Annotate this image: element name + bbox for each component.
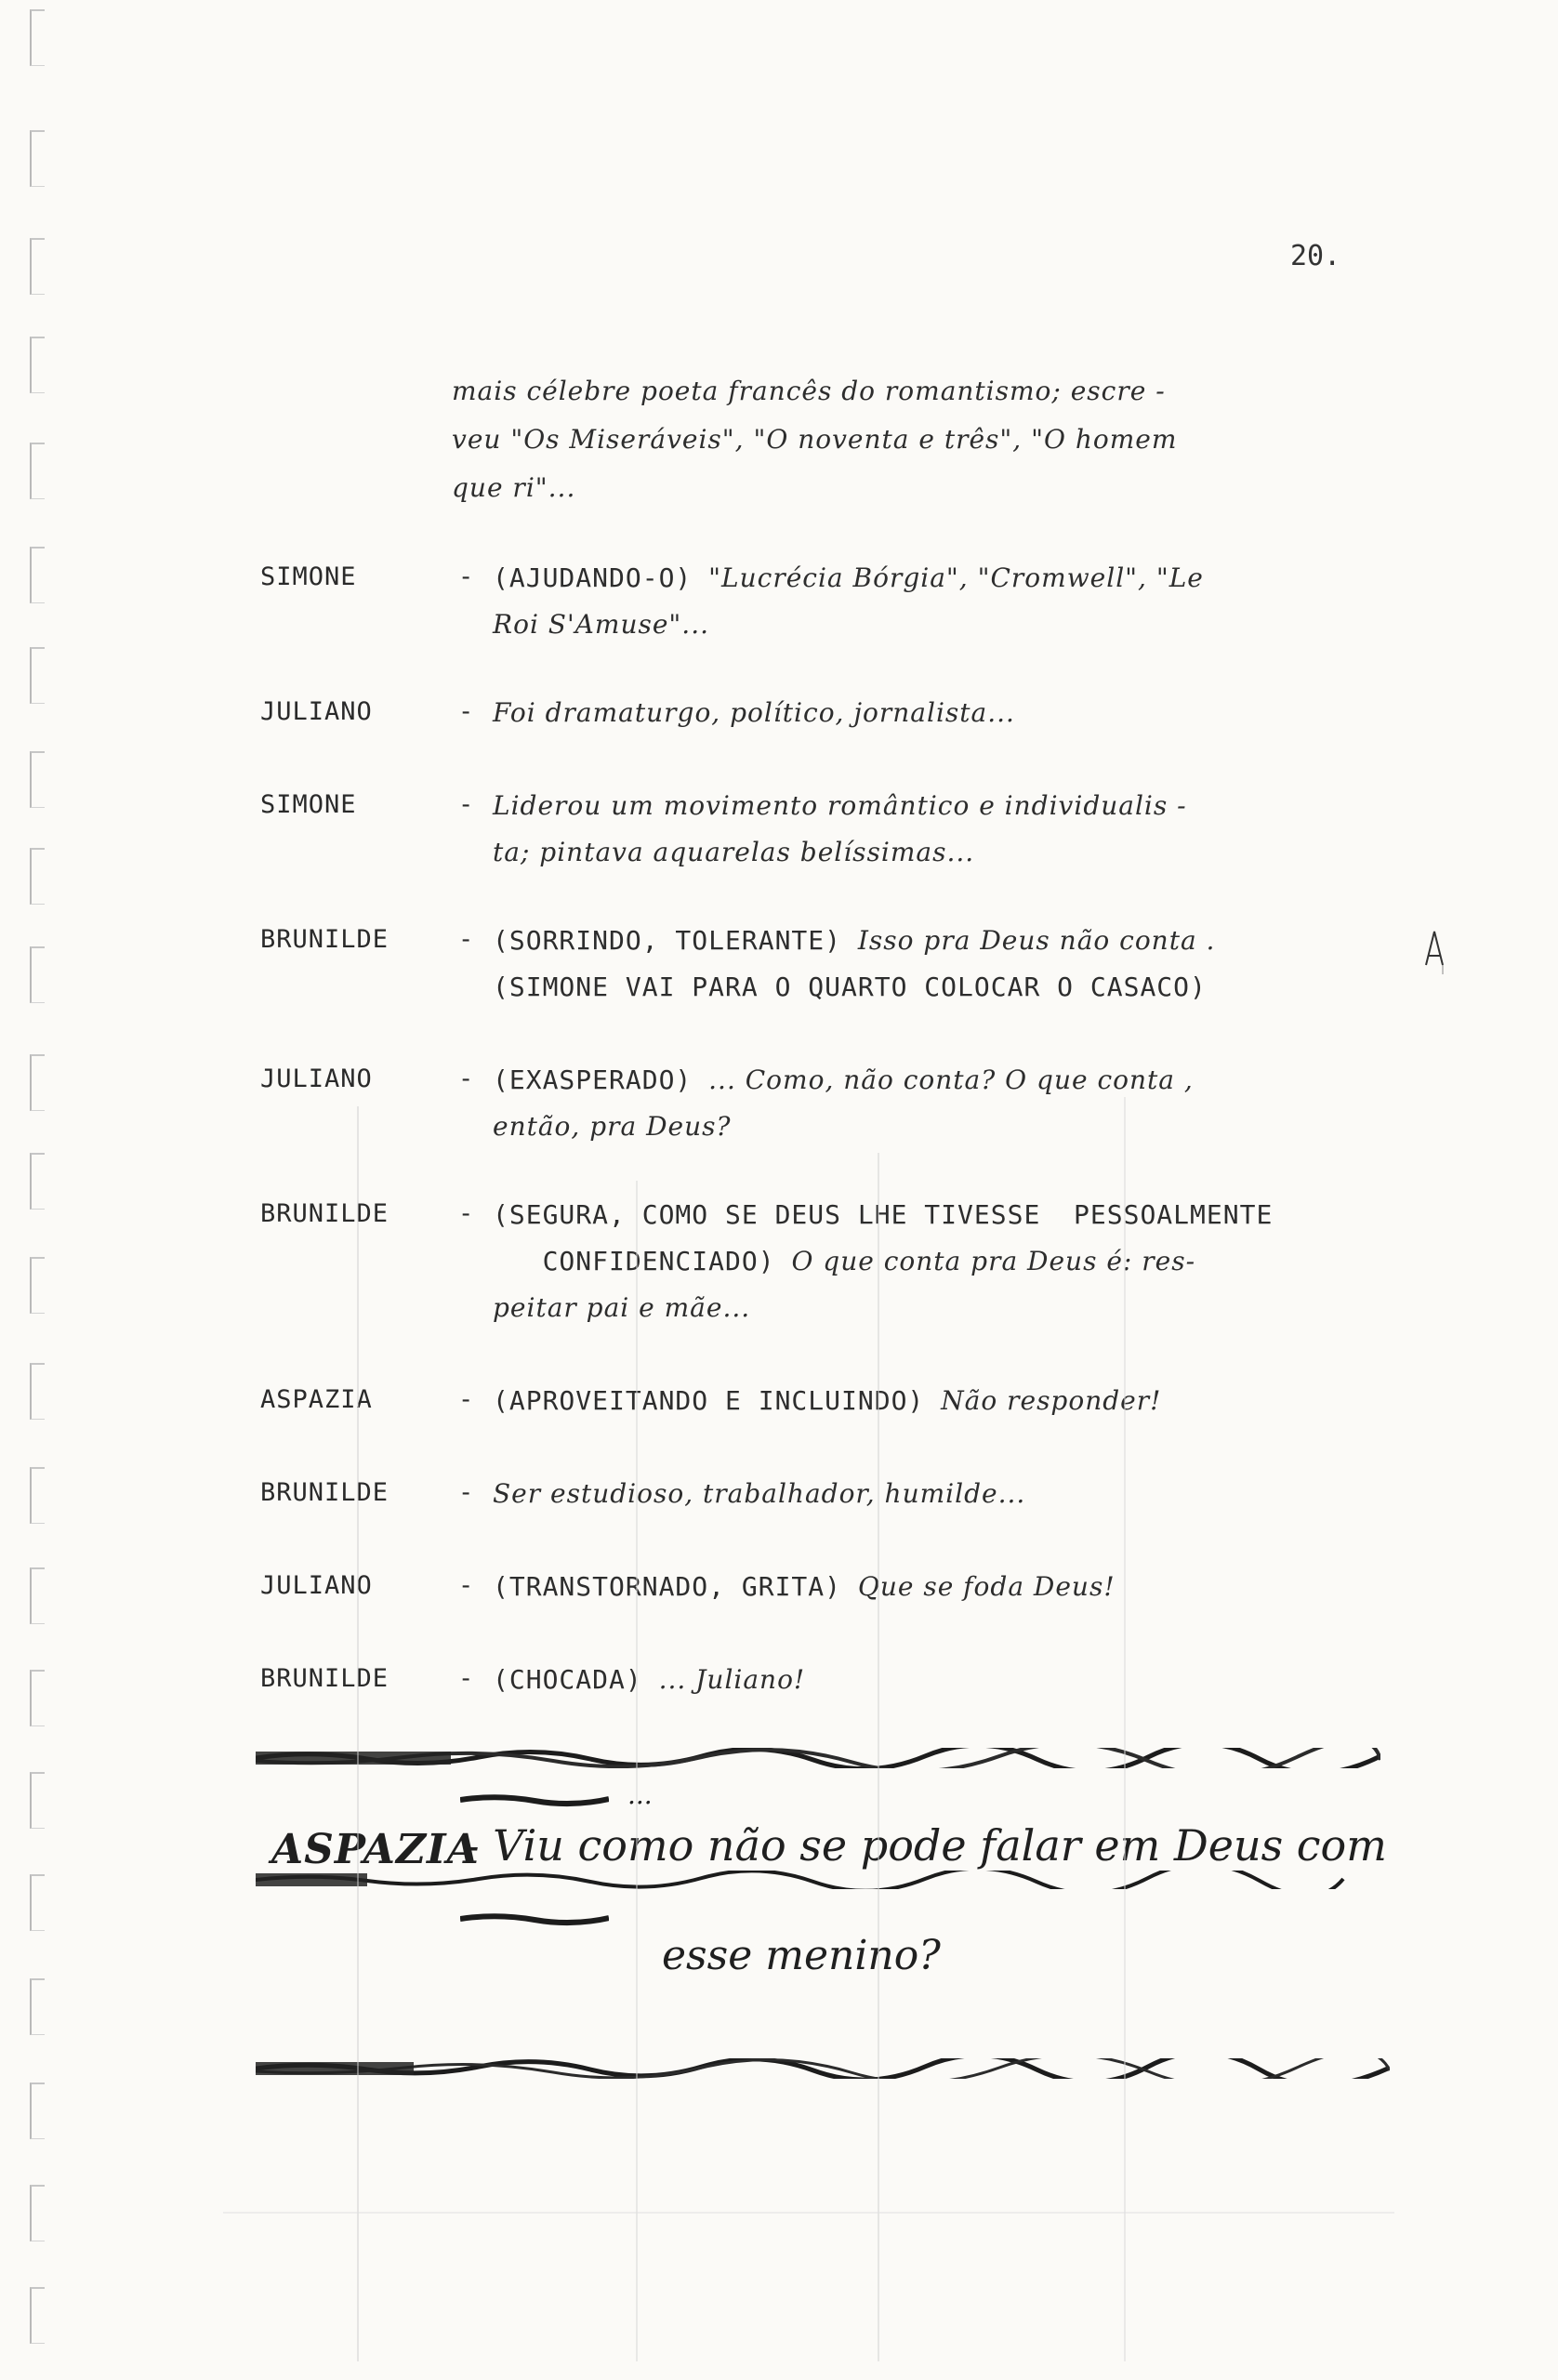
binder-mark: [30, 1772, 45, 1829]
stage-direction: CONFIDENCIADO): [493, 1246, 792, 1276]
dialogue-dash: -: [458, 1385, 474, 1414]
binder-mark: [30, 443, 45, 499]
binder-mark: [30, 1153, 45, 1210]
binder-mark: [30, 2287, 45, 2344]
spoken-text: Foi dramaturgo, político, jornalista...: [493, 697, 1015, 728]
binder-mark: [30, 1467, 45, 1524]
speaker-name: SIMONE: [260, 562, 357, 591]
dialogue-line: [493, 837, 1367, 869]
dialogue-line: [493, 1199, 1367, 1232]
spoken-text: Isso pra Deus não conta .: [857, 925, 1216, 956]
binder-mark: [30, 1978, 45, 2035]
dialogue-dash: -: [458, 790, 474, 819]
dialogue-line: [493, 1385, 1367, 1418]
caret-mark-icon: [1424, 928, 1445, 976]
intro-line: veu "Os Miseráveis", "O noventa e três", "O homem: [452, 424, 1178, 455]
dialogue-line: [493, 1064, 1367, 1097]
spoken-text: O que conta pra Deus é: res-: [791, 1246, 1196, 1276]
binder-mark: [30, 1567, 45, 1624]
dialogue-line: [493, 562, 1367, 595]
spoken-text: peitar pai e mãe...: [493, 1292, 751, 1323]
stage-direction: (APROVEITANDO E INCLUINDO): [493, 1385, 942, 1416]
crossed-fragment: ...: [627, 1779, 653, 1810]
binder-mark: [30, 848, 45, 905]
speaker-name: BRUNILDE: [260, 1664, 390, 1693]
spoken-text: então, pra Deus?: [493, 1111, 732, 1142]
handwritten-speaker: ASPAZIA: [271, 1826, 480, 1873]
spoken-text: Liderou um movimento romântico e individualis -: [493, 790, 1187, 821]
dialogue-dash: -: [458, 562, 474, 591]
strike-scribble: [256, 1871, 1380, 1889]
page-number: 20.: [1290, 240, 1341, 272]
speaker-name: BRUNILDE: [260, 1478, 390, 1507]
dialogue-line: [493, 1246, 1367, 1278]
binder-margin: [17, 0, 54, 2380]
dialogue-line: [493, 609, 1367, 641]
stage-direction: (EXASPERADO): [493, 1064, 709, 1095]
binder-mark: [30, 2185, 45, 2241]
binder-mark: [30, 547, 45, 603]
spoken-text: Que se foda Deus!: [857, 1571, 1116, 1602]
stage-direction: (AJUDANDO-O): [493, 562, 709, 593]
dialogue-line: [493, 925, 1367, 958]
dialogue-dash: -: [458, 1664, 474, 1693]
speaker-name: JULIANO: [260, 697, 373, 726]
stage-direction: (SEGURA, COMO SE DEUS LHE TIVESSE PESSOALMENTE: [493, 1199, 1274, 1230]
spoken-text: "Lucrécia Bórgia", "Cromwell", "Le: [708, 562, 1204, 593]
dialogue-line: [493, 1111, 1367, 1144]
intro-line: mais célebre poeta francês do romantismo; escre -: [452, 376, 1166, 406]
spoken-text: Não responder!: [941, 1385, 1162, 1416]
binder-mark: [30, 1054, 45, 1111]
binder-mark: [30, 1874, 45, 1931]
dialogue-line: [493, 1664, 1367, 1697]
handwritten-line: esse menino?: [662, 1932, 941, 1979]
dialogue-dash: -: [458, 697, 474, 726]
spoken-text: ... Juliano!: [658, 1664, 806, 1695]
strike-scribble: [460, 1911, 609, 1926]
speaker-name: BRUNILDE: [260, 925, 390, 954]
dialogue-line: [493, 1478, 1367, 1511]
binder-mark: [30, 946, 45, 1003]
dialogue-line: [493, 697, 1367, 730]
strike-scribble: [460, 1792, 609, 1807]
speaker-name: ASPAZIA: [260, 1385, 373, 1414]
binder-mark: [30, 130, 45, 187]
spoken-text: ta; pintava aquarelas belíssimas...: [493, 837, 975, 867]
binder-mark: [30, 337, 45, 393]
dialogue-dash: -: [458, 1064, 474, 1093]
speaker-name: JULIANO: [260, 1571, 373, 1600]
intro-line: que ri"...: [452, 472, 576, 503]
stage-direction: (TRANSTORNADO, GRITA): [493, 1571, 858, 1602]
strike-scribble-lower: [256, 2058, 1390, 2079]
speaker-name: BRUNILDE: [260, 1199, 390, 1228]
dialogue-dash: -: [458, 1199, 474, 1228]
binder-mark: [30, 2082, 45, 2139]
binder-mark: [30, 647, 45, 704]
dialogue-line: [493, 972, 1367, 1004]
binder-mark: [30, 1670, 45, 1726]
spoken-text: Ser estudioso, trabalhador, humilde...: [493, 1478, 1026, 1509]
dialogue-line: [493, 1571, 1367, 1604]
dialogue-line: [493, 790, 1367, 823]
binder-mark: [30, 9, 45, 66]
dialogue-dash: -: [458, 1571, 474, 1600]
stage-direction: (SIMONE VAI PARA O QUARTO COLOCAR O CASACO): [493, 972, 1207, 1002]
binder-mark: [30, 1257, 45, 1314]
speaker-name: JULIANO: [260, 1064, 373, 1093]
spoken-text: ... Como, não conta? O que conta ,: [708, 1064, 1194, 1095]
dialogue-line: [493, 1292, 1367, 1325]
dialogue-dash: -: [458, 1478, 474, 1507]
speaker-name: SIMONE: [260, 790, 357, 819]
stage-direction: (SORRINDO, TOLERANTE): [493, 925, 858, 956]
binder-mark: [30, 751, 45, 808]
binder-mark: [30, 238, 45, 295]
binder-mark: [30, 1363, 45, 1420]
strike-scribble: [256, 1748, 1380, 1768]
handwritten-line: - Viu como não se pode falar em Deus com: [465, 1820, 1387, 1871]
spoken-text: Roi S'Amuse"...: [493, 609, 709, 640]
dialogue-dash: -: [458, 925, 474, 954]
stage-direction: (CHOCADA): [493, 1664, 659, 1695]
